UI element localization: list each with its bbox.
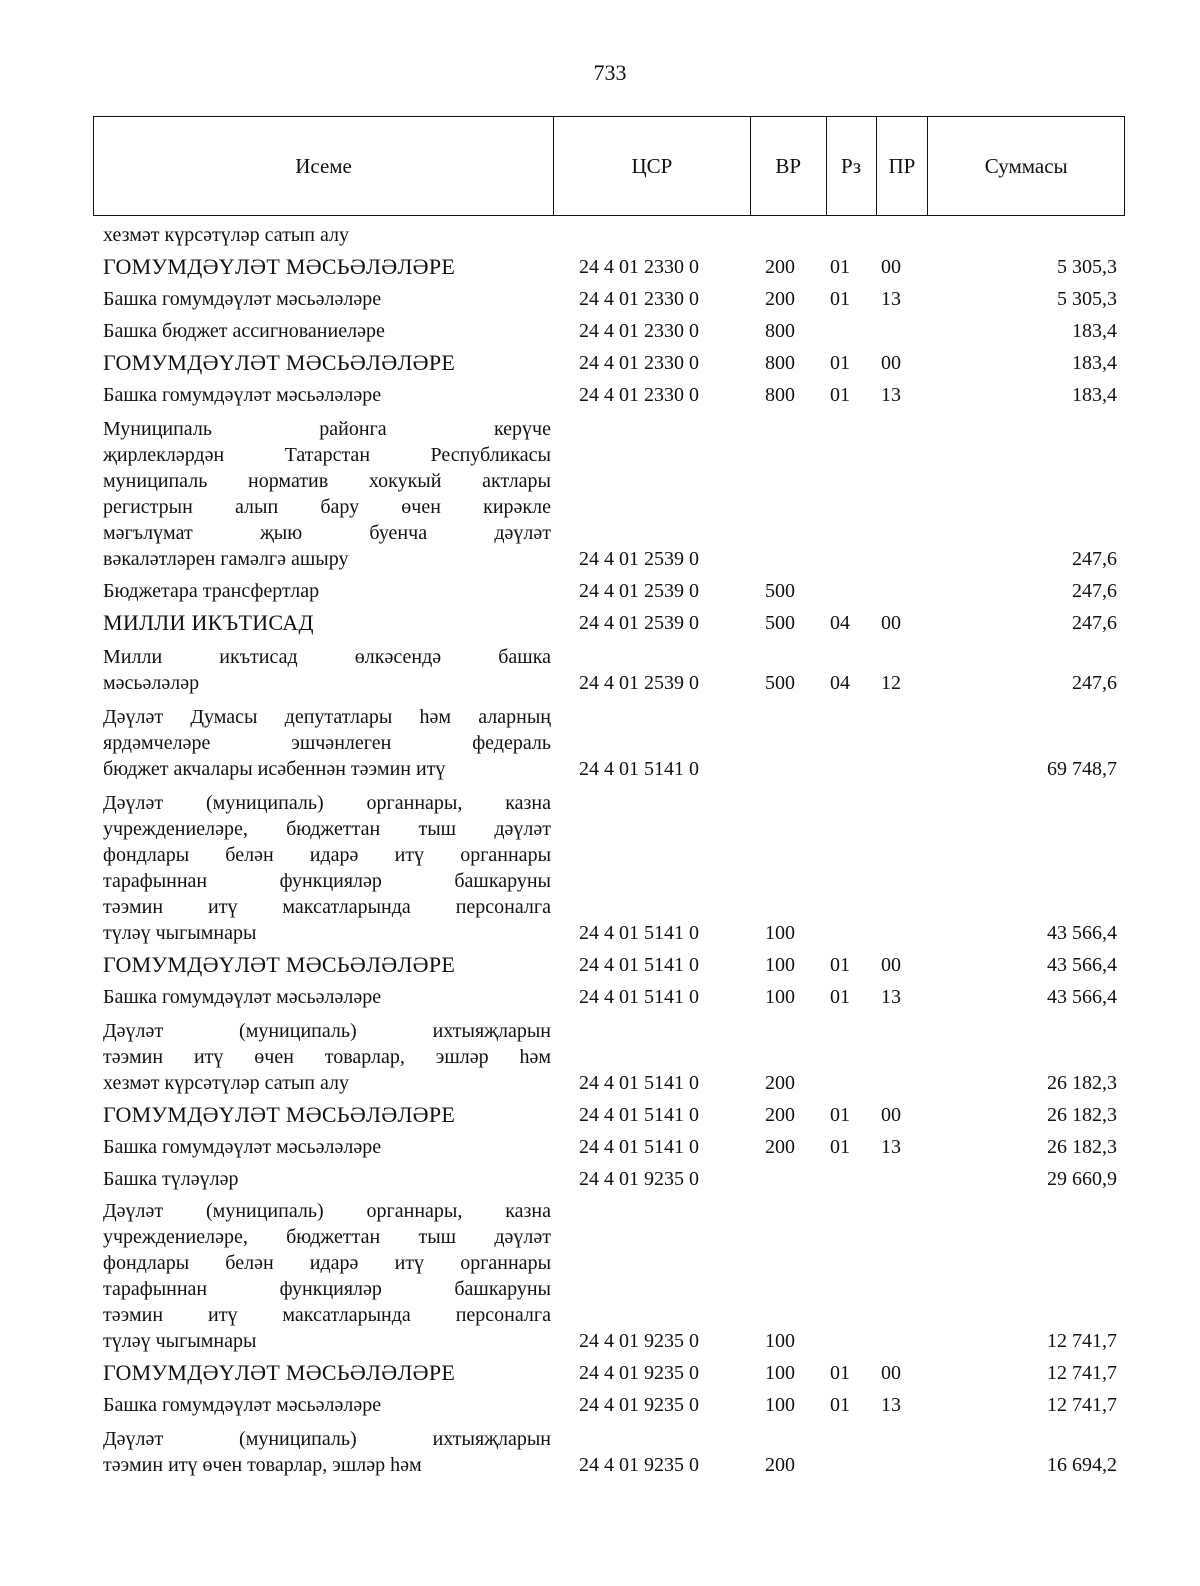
row-csr: 24 4 01 5141 0 (579, 758, 699, 780)
row-pr: 00 (881, 256, 901, 278)
row-vr: 200 (765, 256, 795, 278)
row-pr: 00 (881, 352, 901, 374)
row-name-line: МИЛЛИ ИКЪТИСАД (103, 610, 314, 635)
row-sum: 43 566,4 (1047, 954, 1117, 976)
row-vr: 800 (765, 384, 795, 406)
row-name-line: регистрын алып бару өчен кирәкле (103, 496, 551, 518)
row-name-line: мәсьәләләр (103, 672, 200, 694)
row-sum: 43 566,4 (1047, 922, 1117, 944)
row-csr: 24 4 01 2539 0 (579, 548, 699, 570)
row-sum: 247,6 (1072, 548, 1117, 570)
row-name-line: муниципаль норматив хокукый актлары (103, 470, 551, 492)
row-vr: 200 (765, 1454, 795, 1476)
row-vr: 100 (765, 1362, 795, 1384)
row-csr: 24 4 01 9235 0 (579, 1330, 699, 1352)
row-name-line: бюджет акчалары исәбеннән тәэмин итү (103, 758, 446, 780)
row-sum: 5 305,3 (1057, 256, 1117, 278)
row-name-line: Башка гомумдәүләт мәсьәләләре (103, 288, 382, 310)
row-name (103, 1018, 551, 1096)
table-row (103, 704, 1125, 782)
row-sum: 29 660,9 (1047, 1168, 1117, 1190)
row-name (103, 1134, 551, 1160)
row-pr: 13 (881, 1136, 901, 1158)
header-sum: Суммасы (984, 153, 1068, 178)
row-pr: 00 (881, 954, 901, 976)
header-csr: ЦСР (554, 117, 751, 215)
row-name-line: Дәүләт (муниципаль) ихтыяҗларын (103, 1020, 551, 1042)
table-row (103, 382, 1125, 408)
row-name (103, 578, 551, 604)
row-vr: 100 (765, 1394, 795, 1416)
row-name-line: Бюджетара трансфертлар (103, 580, 320, 602)
row-name (103, 318, 551, 344)
row-name-line: җирлекләрдән Татарстан Республикасы (103, 444, 551, 466)
row-name-line: ГОМУМДӘҮЛӘТ МӘСЬӘЛӘЛӘРЕ (103, 1360, 456, 1385)
row-vr: 800 (765, 352, 795, 374)
row-name-line: тәэмин итү өчен товарлар, эшләр һәм (103, 1454, 422, 1476)
row-name-line: тарафыннан функцияләр башкаруны (103, 1278, 551, 1300)
row-csr: 24 4 01 2539 0 (579, 580, 699, 602)
row-name-line: түләү чыгымнары (103, 922, 257, 944)
header-rz: Рз (827, 117, 877, 215)
table-row (103, 286, 1125, 312)
row-vr: 500 (765, 612, 795, 634)
row-name-line: Башка түләүләр (103, 1168, 239, 1190)
row-sum: 183,4 (1072, 320, 1117, 342)
row-name-line: ярдәмчеләре эшчәнлеген федераль (103, 732, 551, 754)
row-name-line: вәкаләтләрен гамәлгә ашыру (103, 548, 349, 570)
table-row (103, 1166, 1125, 1192)
row-vr: 100 (765, 986, 795, 1008)
table-row (103, 952, 1125, 978)
page-number: 733 (593, 60, 627, 85)
row-csr: 24 4 01 2330 0 (579, 320, 699, 342)
row-pr: 13 (881, 384, 901, 406)
row-name-line: Милли икътисад өлкәсендә башка (103, 646, 551, 668)
row-rz: 04 (830, 612, 850, 634)
table-row (103, 350, 1125, 376)
row-rz: 01 (830, 256, 850, 278)
row-sum: 5 305,3 (1057, 288, 1117, 310)
row-name (103, 416, 551, 572)
row-csr: 24 4 01 2330 0 (579, 384, 699, 406)
row-sum: 16 694,2 (1047, 1454, 1117, 1476)
row-vr: 800 (765, 320, 795, 342)
row-csr: 24 4 01 9235 0 (579, 1394, 699, 1416)
row-csr: 24 4 01 9235 0 (579, 1168, 699, 1190)
row-vr: 200 (765, 1104, 795, 1126)
header-name: Исеме (94, 117, 554, 215)
row-rz: 01 (830, 1104, 850, 1126)
row-name-line: ГОМУМДӘҮЛӘТ МӘСЬӘЛӘЛӘРЕ (103, 1102, 456, 1127)
row-pr: 13 (881, 288, 901, 310)
table-row (103, 1198, 1125, 1354)
row-name (103, 952, 551, 978)
row-sum: 69 748,7 (1047, 758, 1117, 780)
table-row (103, 416, 1125, 572)
row-name-line: тәэмин итү максатларында персоналга (103, 1304, 551, 1326)
table-row (103, 610, 1125, 636)
row-vr: 500 (765, 580, 795, 602)
table-row (103, 790, 1125, 946)
row-name-line: Дәүләт Думасы депутатлары һәм аларның (103, 706, 551, 728)
row-name-line: Дәүләт (муниципаль) органнары, казна (103, 1200, 551, 1222)
row-name (103, 1166, 551, 1192)
row-name (103, 222, 551, 248)
row-name-line: Башка бюджет ассигнованиеләре (103, 320, 385, 342)
row-name-line: тәэмин итү максатларында персоналга (103, 896, 551, 918)
row-csr: 24 4 01 2539 0 (579, 612, 699, 634)
row-csr: 24 4 01 5141 0 (579, 922, 699, 944)
row-pr: 13 (881, 986, 901, 1008)
row-sum: 43 566,4 (1047, 986, 1117, 1008)
row-rz: 01 (830, 352, 850, 374)
row-name-line: тарафыннан функцияләр башкаруны (103, 870, 551, 892)
row-csr: 24 4 01 2330 0 (579, 352, 699, 374)
row-name-line: түләү чыгымнары (103, 1330, 257, 1352)
row-name (103, 1392, 551, 1418)
row-vr: 200 (765, 288, 795, 310)
row-name-line: фондлары белән идарә итү органнары (103, 844, 551, 866)
row-rz: 01 (830, 986, 850, 1008)
row-sum: 26 182,3 (1047, 1072, 1117, 1094)
row-rz: 01 (830, 1394, 850, 1416)
row-rz: 01 (830, 1362, 850, 1384)
row-rz: 04 (830, 672, 850, 694)
row-csr: 24 4 01 2539 0 (579, 672, 699, 694)
row-name (103, 350, 551, 376)
row-vr: 200 (765, 1072, 795, 1094)
row-name (103, 1198, 551, 1354)
row-csr: 24 4 01 9235 0 (579, 1454, 699, 1476)
row-sum: 12 741,7 (1047, 1362, 1117, 1384)
row-csr: 24 4 01 5141 0 (579, 954, 699, 976)
table-row (103, 254, 1125, 280)
row-name (103, 382, 551, 408)
row-csr: 24 4 01 2330 0 (579, 256, 699, 278)
row-csr: 24 4 01 2330 0 (579, 288, 699, 310)
row-name-line: ГОМУМДӘҮЛӘТ МӘСЬӘЛӘЛӘРЕ (103, 952, 456, 977)
row-name (103, 1426, 551, 1478)
row-name-line: Башка гомумдәүләт мәсьәләләре (103, 384, 382, 406)
row-vr: 100 (765, 1330, 795, 1352)
row-vr: 100 (765, 922, 795, 944)
row-sum: 26 182,3 (1047, 1104, 1117, 1126)
header-vr: ВР (751, 117, 827, 215)
row-rz: 01 (830, 1136, 850, 1158)
row-sum: 26 182,3 (1047, 1136, 1117, 1158)
row-name-line: тәэмин итү өчен товарлар, эшләр һәм (103, 1046, 551, 1068)
table-row (103, 1426, 1125, 1478)
row-name-line: ГОМУМДӘҮЛӘТ МӘСЬӘЛӘЛӘРЕ (103, 254, 456, 279)
row-name (103, 1360, 551, 1386)
row-sum: 12 741,7 (1047, 1330, 1117, 1352)
row-name-line: Башка гомумдәүләт мәсьәләләре (103, 1136, 382, 1158)
row-name-line: Муниципаль районга керүче (103, 418, 551, 440)
table-row (103, 1102, 1125, 1128)
row-name-line: хезмәт күрсәтүләр сатып алу (103, 224, 349, 246)
row-name-line: фондлары белән идарә итү органнары (103, 1252, 551, 1274)
row-name-line: ГОМУМДӘҮЛӘТ МӘСЬӘЛӘЛӘРЕ (103, 350, 456, 375)
row-sum: 247,6 (1072, 672, 1117, 694)
table-row (103, 1392, 1125, 1418)
row-pr: 00 (881, 1362, 901, 1384)
row-pr: 12 (881, 672, 901, 694)
row-pr: 13 (881, 1394, 901, 1416)
row-vr: 100 (765, 954, 795, 976)
row-name-line: Башка гомумдәүләт мәсьәләләре (103, 986, 382, 1008)
row-name-line: Дәүләт (муниципаль) ихтыяҗларын (103, 1428, 551, 1450)
row-rz: 01 (830, 954, 850, 976)
table-row (103, 222, 1125, 248)
row-name (103, 984, 551, 1010)
table-row (103, 644, 1125, 696)
row-name (103, 704, 551, 782)
table-row (103, 578, 1125, 604)
table-body (103, 216, 1125, 1478)
row-sum: 183,4 (1072, 352, 1117, 374)
row-name-line: Башка гомумдәүләт мәсьәләләре (103, 1394, 382, 1416)
header-pr: ПР (877, 117, 929, 215)
row-rz: 01 (830, 384, 850, 406)
row-sum: 12 741,7 (1047, 1394, 1117, 1416)
table-row (103, 318, 1125, 344)
row-csr: 24 4 01 5141 0 (579, 1136, 699, 1158)
row-sum: 183,4 (1072, 384, 1117, 406)
row-name (103, 644, 551, 696)
row-name (103, 610, 551, 636)
row-name-line: Дәүләт (муниципаль) органнары, казна (103, 792, 551, 814)
row-vr: 500 (765, 672, 795, 694)
row-csr: 24 4 01 9235 0 (579, 1362, 699, 1384)
table-row (103, 1018, 1125, 1096)
row-pr: 00 (881, 1104, 901, 1126)
row-name-line: хезмәт күрсәтүләр сатып алу (103, 1072, 349, 1094)
row-name (103, 1102, 551, 1128)
row-csr: 24 4 01 5141 0 (579, 1104, 699, 1126)
row-vr: 200 (765, 1136, 795, 1158)
table-row (103, 1360, 1125, 1386)
row-rz: 01 (830, 288, 850, 310)
row-name (103, 254, 551, 280)
row-sum: 247,6 (1072, 580, 1117, 602)
row-pr: 00 (881, 612, 901, 634)
row-name-line: учреждениеләре, бюджеттан тыш дәүләт (103, 1226, 551, 1248)
row-csr: 24 4 01 5141 0 (579, 1072, 699, 1094)
row-sum: 247,6 (1072, 612, 1117, 634)
table-header (93, 116, 1125, 216)
row-name (103, 790, 551, 946)
table-row (103, 984, 1125, 1010)
row-name (103, 286, 551, 312)
row-name-line: мәгълүмат җыю буенча дәүләт (103, 522, 551, 544)
table-row (103, 1134, 1125, 1160)
row-csr: 24 4 01 5141 0 (579, 986, 699, 1008)
row-name-line: учреждениеләре, бюджеттан тыш дәүләт (103, 818, 551, 840)
